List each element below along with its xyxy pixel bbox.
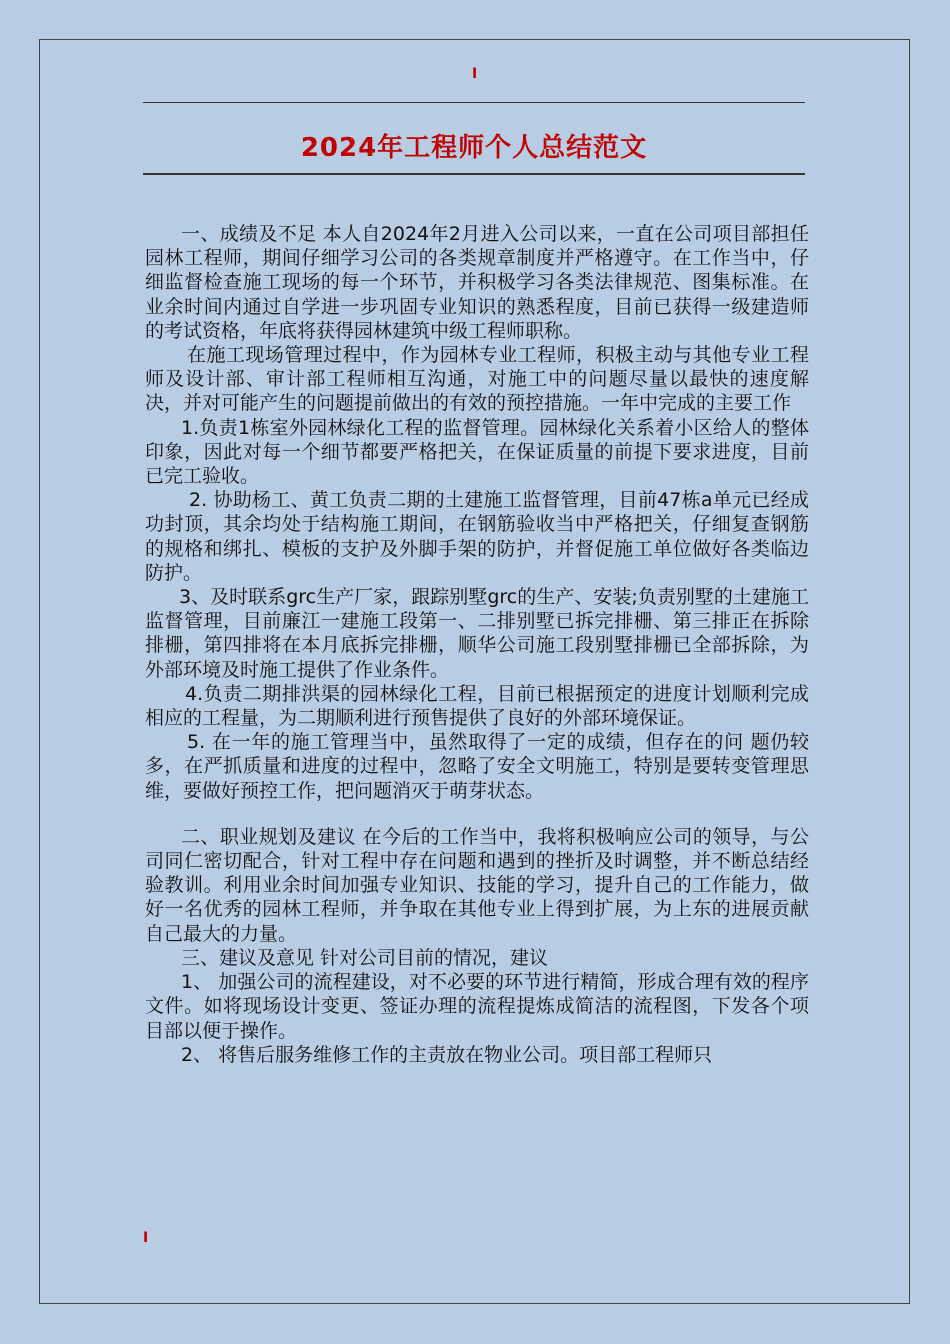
paragraph: 一、成绩及不足 本人自2024年2月进入公司以来，一直在公司项目部担任园林工程师，期间仔细学习公司的各类规章制度并严格遵守。在工作当中，仔细监督检查施工现场的每一个环节，并积极学习各类法律规范、图集标准。在业余时间内通过自学进一步巩固专业知识的熟悉程度，目前已获得一级建造师的考试资格，年底将获得园林建筑中级工程师职称。 (145, 223, 809, 342)
header-mark: I (472, 66, 478, 82)
paragraph: 3、及时联系grc生产厂家，跟踪别墅grc的生产、安装;负责别墅的土建施工监督管理，目前廉江一建施工段第一、二排别墅已拆完排栅、第三排正在拆除排栅，第四排将在本月底拆完排栅，顺华公司施工段别墅排栅已全部拆除，为外部环境及时施工提供了作业条件。 (145, 586, 809, 681)
paragraph: 4.负责二期排洪渠的园林绿化工程，目前已根据预定的进度计划顺利完成相应的工程量，为二期顺利进行预售提供了良好的外部环境保证。 (145, 682, 809, 730)
title-rule (143, 173, 805, 175)
document-body (145, 222, 809, 1067)
footer-mark: I (143, 1230, 149, 1246)
paragraph: 二、职业规划及建议 在今后的工作当中，我将积极响应公司的领导，与公司同仁密切配合，针对工程中存在问题和遇到的挫折及时调整，并不断总结经验教训。利用业余时间加强专业知识、技能的学习，提升自己的工作能力，做好一名优秀的园林工程师，并争取在其他专业上得到扩展，为上东的进展贡献自己最大的力量。 (145, 825, 809, 945)
paragraph-gap (145, 803, 809, 825)
paragraph: 1、 加强公司的流程建设，对不必要的环节进行精简，形成合理有效的程序文件。如将现场设计变更、签证办理的流程提炼成简洁的流程图，下发各个项目部以便于操作。 (145, 971, 809, 1042)
paragraph: 1.负责1栋室外园林绿化工程的监督管理。园林绿化关系着小区给人的整体印象，因此对每一个细节都要严格把关，在保证质量的前提下要求进度，目前已完工验收。 (145, 416, 809, 488)
document-title: 2024年工程师个人总结范文 (300, 133, 648, 163)
paragraph: 5. 在一年的施工管理当中，虽然取得了一定的成绩，但存在的问 题仍较多，在严抓质量和进度的过程中，忽略了安全文明施工，特别是要转变管理思维，要做好预控工作，把问题消灭于萌芽状态。 (145, 731, 809, 802)
paragraph: 2. 协助杨工、黄工负责二期的土建施工监督管理，目前47栋a单元已经成功封顶，其余均处于结构施工期间，在钢筋验收当中严格把关，仔细复查钢筋的规格和绑扎、模板的支护及外脚手架的防护，并督促施工单位做好各类临边防护。 (145, 489, 809, 584)
paragraph: 三、建议及意见 针对公司目前的情况，建议 (181, 946, 549, 969)
header-rule (143, 102, 805, 103)
paragraph: 在施工现场管理过程中，作为园林专业工程师，积极主动与其他专业工程师及设计部、审计部工程师相互沟通，对施工中的问题尽量以最快的速度解决，并对可能产生的问题提前做出的有效的预控措施。一年中完成的主要工作 (145, 344, 809, 415)
paragraph: 2、 将售后服务维修工作的主责放在物业公司。项目部工程师只 (181, 1043, 713, 1066)
